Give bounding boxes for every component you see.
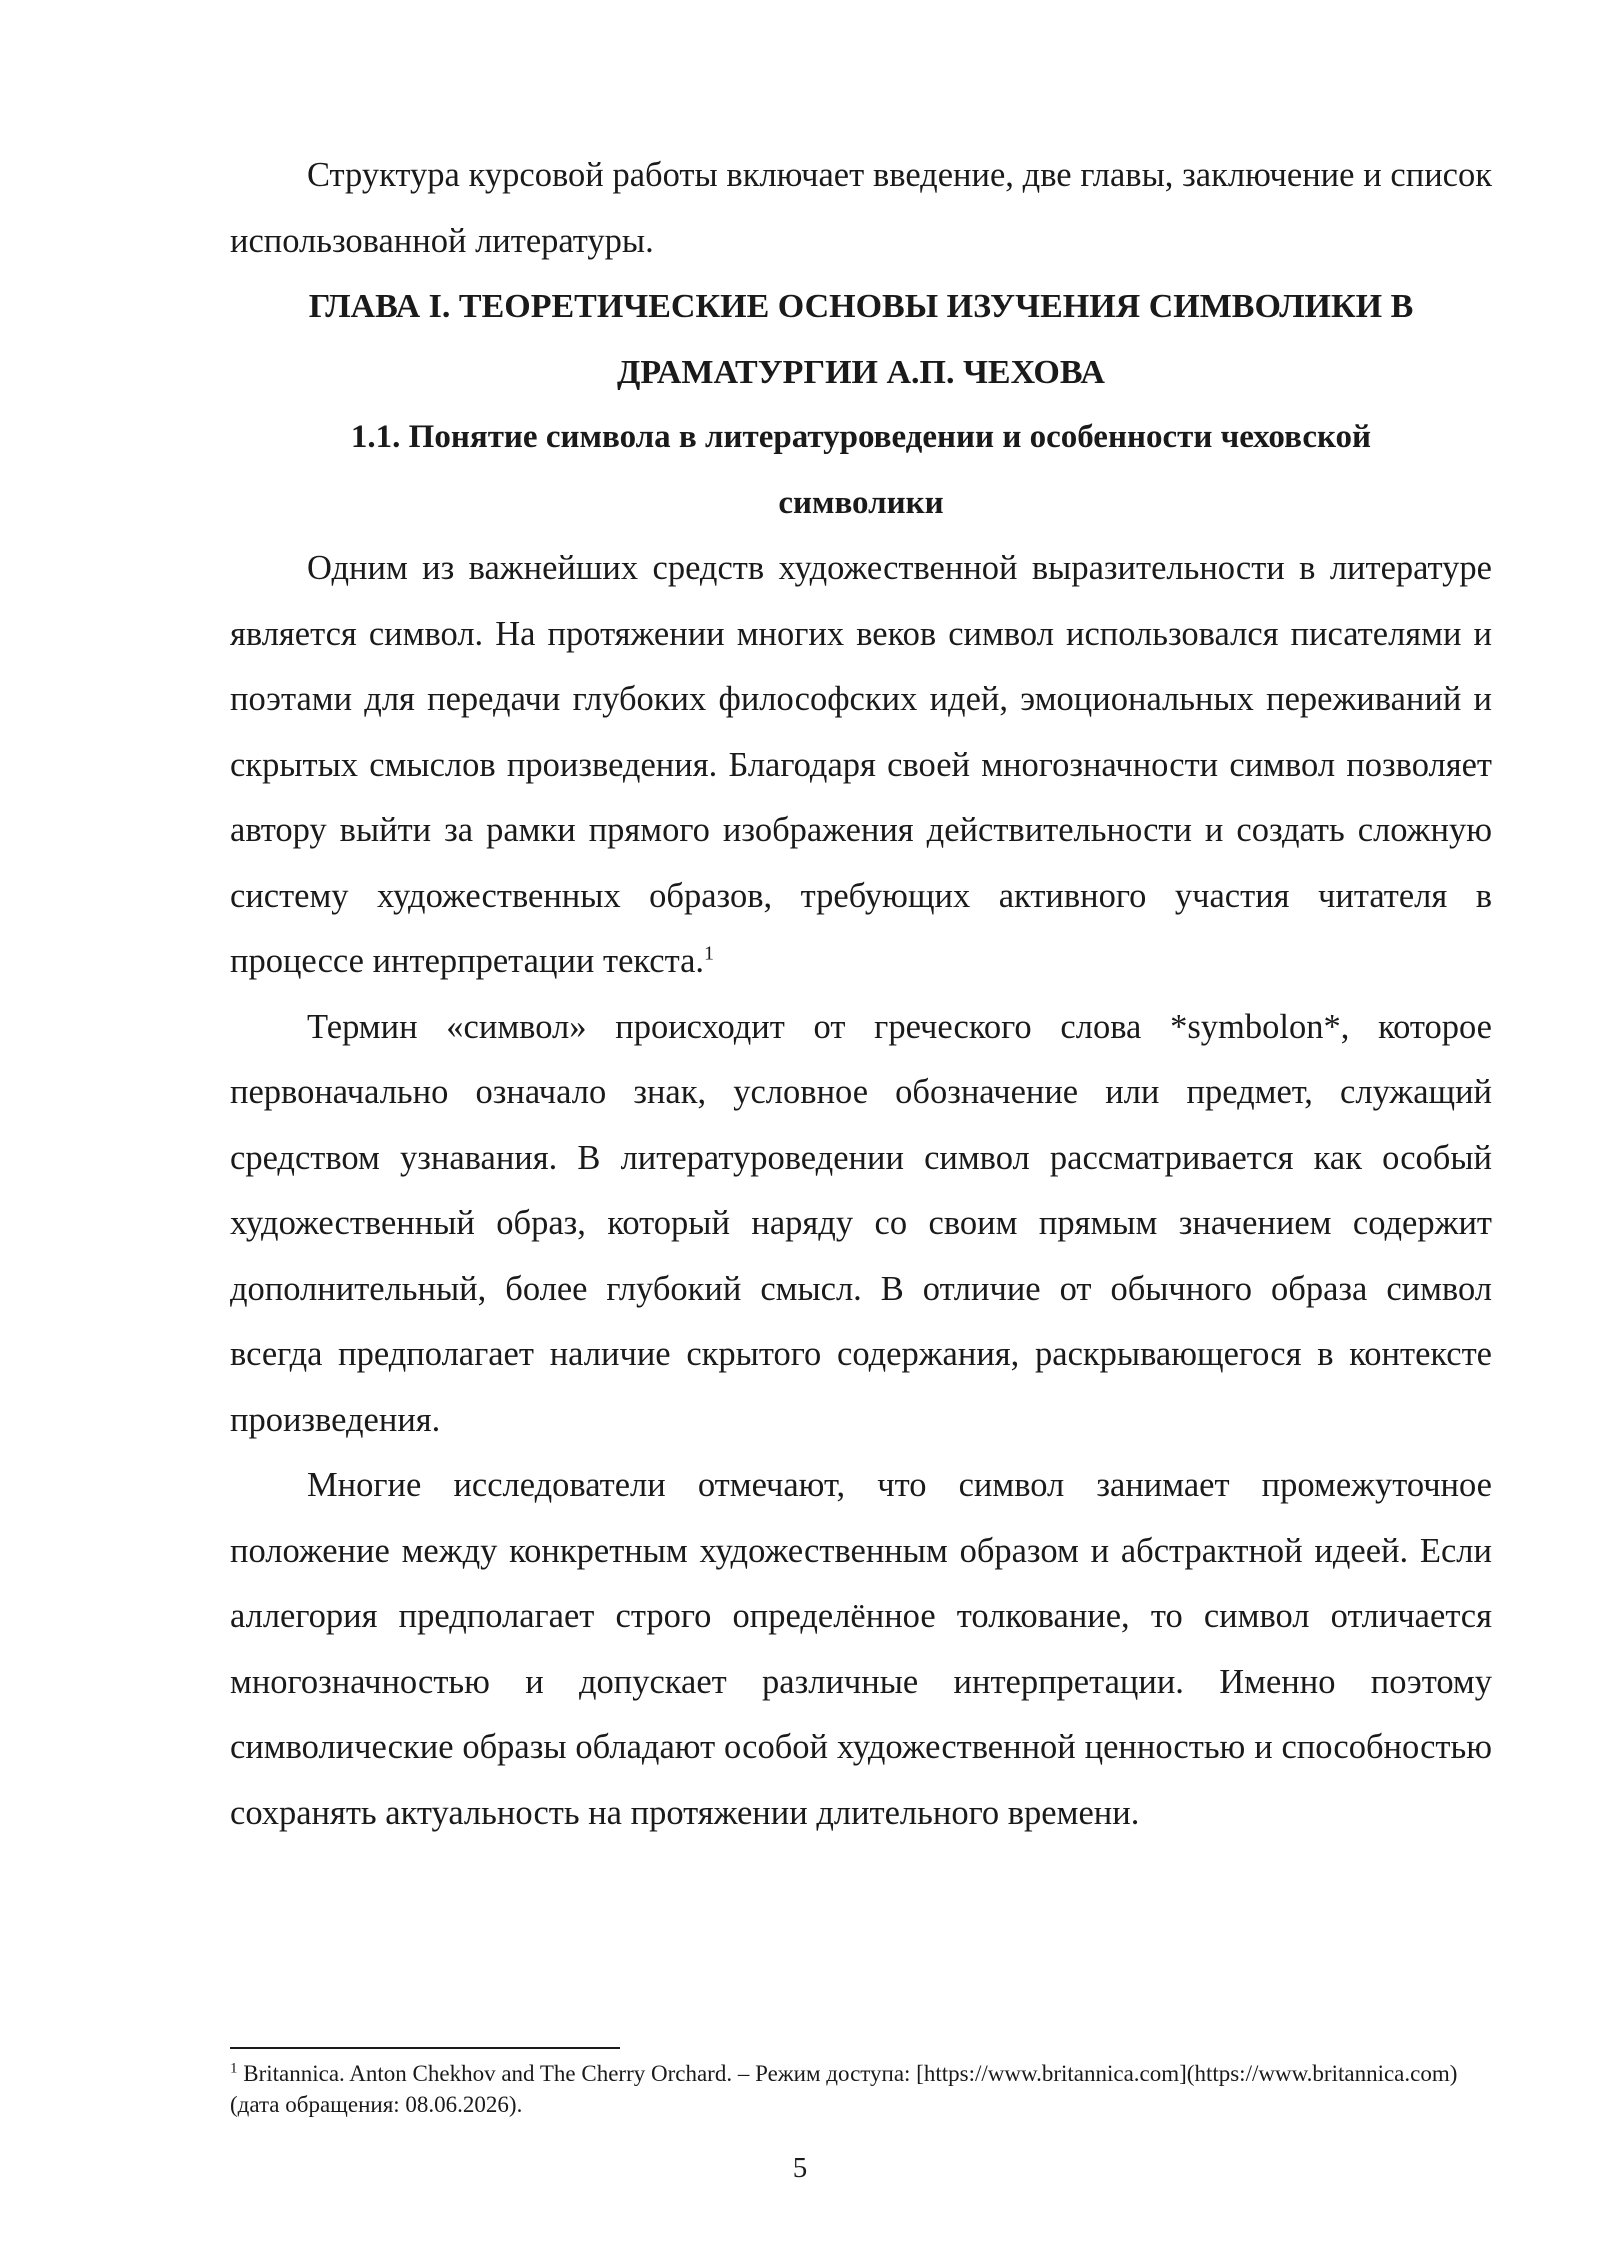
intro-paragraph: Структура курсовой работы включает введение, две главы, заключение и список использованной литературы. — [230, 156, 1492, 260]
section-heading: 1.1. Понятие символа в литературоведении и особенности чеховской символики — [350, 419, 1372, 521]
body-paragraph-1 — [230, 536, 1492, 995]
chapter-heading: ГЛАВА I. ТЕОРЕТИЧЕСКИЕ ОСНОВЫ ИЗУЧЕНИЯ СИМВОЛИКИ В ДРАМАТУРГИИ А.П. ЧЕХОВА — [308, 288, 1414, 391]
footnote-reference[interactable]: 1 — [704, 942, 715, 965]
footnote-text: Britannica. Anton Chekhov and The Cherry Orchard. – Режим доступа: [https://www.britannica.com](https://www.britannica.com) (дата обращения: 08.06.2026). — [230, 2061, 1458, 2117]
footnote-mark: 1 — [230, 2060, 238, 2077]
page-number: 5 — [792, 2152, 808, 2184]
page-content — [230, 143, 1492, 1846]
paragraph-text: Одним из важнейших средств художественной выразительности в литературе является символ. На протяжении многих веков символ использовался писателями и поэтами для передачи глубоких философских идей, эмоциональных переживаний и скрытых смыслов произведения. Благодаря своей многозначности символ позволяет автору выйти за рамки прямого изображения действительности и создать сложную систему художественных образов, требующих активного участия читателя в процессе интерпретации текста. — [230, 549, 1492, 980]
footnote-separator — [230, 2047, 620, 2049]
body-paragraph-3: Многие исследователи отмечают, что символ занимает промежуточное положение между конкретным художественным образом и абстрактной идеей. Если аллегория предполагает строго определённое толкование, то символ отличается многозначностью и допускает различные интерпретации. Именно поэтому символические образы обладают особой художественной ценностью и способностью сохранять актуальность на протяжении длительного времени. — [230, 1466, 1492, 1832]
body-paragraph-2: Термин «символ» происходит от греческого слова *symbolon*, которое первоначально означало знак, условное обозначение или предмет, служащий средством узнавания. В литературоведении символ рассматривается как особый художественный образ, который наряду со своим прямым значением содержит дополнительный, более глубокий смысл. В отличие от обычного образа символ всегда предполагает наличие скрытого содержания, раскрывающегося в контексте произведения. — [230, 1007, 1492, 1439]
footnote — [230, 2058, 1492, 2120]
